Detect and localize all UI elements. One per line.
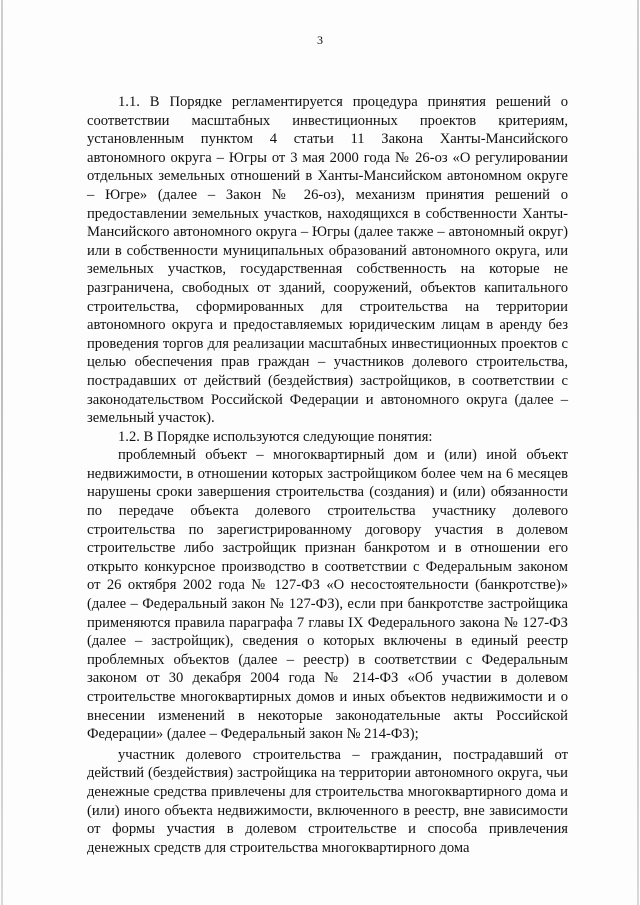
definition-participant: участник долевого строительства – гражданин, пострадавший от действий (бездействия) застройщика на территории автономного округа, чьи денежные средства привлечены для строительства многоквартирного дома и (или) иного объекта недвижимости, включенного в реестр, вне зависимости от формы участия в долевом строительстве и способа привлечения денежных средств для строительства многоквартирного дома — [87, 746, 568, 856]
scan-edge-right — [637, 0, 639, 905]
paragraph-1-2: 1.2. В Порядке используются следующие понятия: — [118, 428, 433, 445]
definition-problem-object: проблемный объект – многоквартирный дом и (или) иной объект недвижимости, в отношении которых застройщиком более чем на 6 месяцев нарушены сроки завершения строительства (создания) и (или) обязанности по передаче объекта долевого строительства участнику долевого строительства по зарегистрированному договору участия в долевом строительстве либо застройщик признан банкротом и в отношении его открыто конкурсное производство в соответствии с Федеральным законом от 26 октября 2002 года № 127-ФЗ «О несостоятельности (банкротстве)» (далее – Федеральный закон № 127-ФЗ), если при банкротстве застройщика применяются правила параграфа 7 главы IX Федерального закона № 127-ФЗ (далее – застройщик), сведения о которых включены в единый реестр проблемных объектов (далее – реестр) в соответствии с Федеральным законом от 30 декабря 2004 года № 214-ФЗ «Об участии в долевом строительстве многоквартирных домов и иных объектов недвижимости и о внесении изменений в некоторые законодательные акты Российской Федерации» (далее – Федеральный закон № 214-ФЗ); — [87, 447, 568, 743]
body-text — [87, 93, 568, 857]
paragraph-1-1: 1.1. В Порядке регламентируется процедура принятия решений о соответствии масштабных инвестиционных проектов критериям, установленным пунктом 4 статьи 11 Закона Ханты-Мансийского автономного округа – Югры от 3 мая 2000 года № 26-оз «О регулировании отдельных земельных отношений в Ханты-Мансийском автономном округе – Югре» (далее – Закон № 26-оз), механизм принятия решений о предоставлении земельных участков, находящихся в собственности Ханты-Мансийского автономного округа – Югры (далее также – автономный округ) или в собственности муниципальных образований автономного округа, или земельных участков, государственная собственность на которые не разграничена, свободных от зданий, сооружений, объектов капитального строительства, сформированных для строительства на территории автономного округа и предоставляемых юридическим лицам в аренду без проведения торгов для реализации масштабных инвестиционных проектов с целью обеспечения прав граждан – участников долевого строительства, пострадавших от действий (бездействия) застройщиков, в соответствии с законодательством Российской Федерации и автономного округа (далее – земельный участок). — [87, 94, 568, 427]
page-number: 3 — [317, 33, 323, 47]
scan-edge-left — [1, 0, 3, 905]
